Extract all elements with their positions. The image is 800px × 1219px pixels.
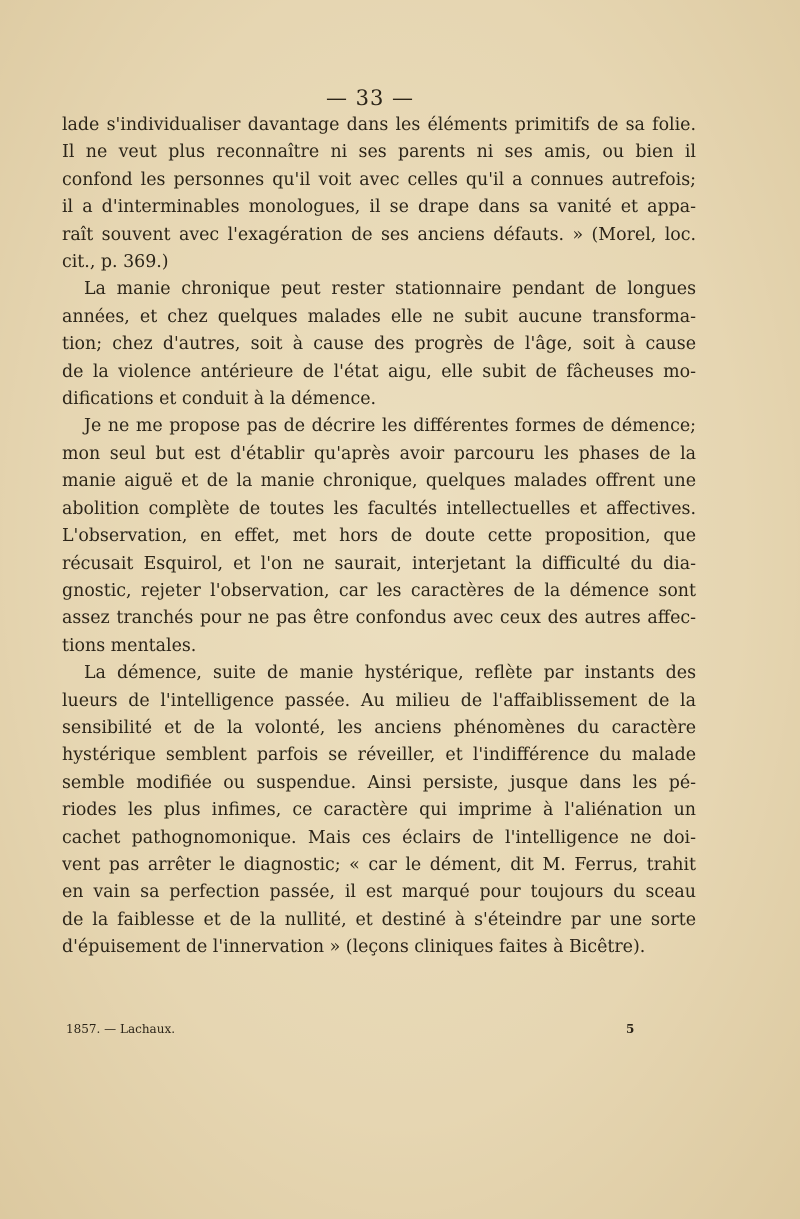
text-line: il a d'interminables monologues, il se drape dans sa vanité et appa- <box>62 197 696 218</box>
text-line: lueurs de l'intelligence passée. Au milieu de l'affaiblissement de la <box>62 690 696 711</box>
text-line: sensibilité et de la volonté, les anciens phénomènes du caractère <box>62 717 696 738</box>
text-line: en vain sa perfection passée, il est marqué pour toujours du sceau <box>62 882 696 903</box>
text-line: Je ne me propose pas de décrire les différentes formes de démence; <box>84 416 696 437</box>
body-text <box>62 112 696 962</box>
text-line: récusait Esquirol, et l'on ne saurait, interjetant la difficulté du dia- <box>62 553 696 574</box>
text-line: La démence, suite de manie hystérique, reflète par instants des <box>84 663 696 684</box>
text-line: hystérique semblent parfois se réveiller, et l'indifférence du malade <box>62 745 696 766</box>
footer-signature: 1857. — Lachaux. <box>66 1022 176 1036</box>
text-line: cachet pathognomonique. Mais ces éclairs de l'intelligence ne doi- <box>62 827 696 848</box>
text-line: tion; chez d'autres, soit à cause des progrès de l'âge, soit à cause <box>62 334 696 355</box>
text-line: manie aiguë et de la manie chronique, quelques malades offrent une <box>62 471 696 492</box>
text-line: vent pas arrêter le diagnostic; « car le dément, dit M. Ferrus, trahit <box>62 854 696 875</box>
text-line: gnostic, rejeter l'observation, car les caractères de la démence sont <box>62 580 696 601</box>
text-line: assez tranchés pour ne pas être confondus avec ceux des autres affec- <box>62 608 696 629</box>
text-line: L'observation, en effet, met hors de doute cette proposition, que <box>62 526 696 547</box>
text-line: difications et conduit à la démence. <box>62 389 377 410</box>
text-line: d'épuisement de l'innervation » (leçons cliniques faites à Bicêtre). <box>62 937 646 958</box>
text-line: tions mentales. <box>62 635 197 656</box>
text-line: La manie chronique peut rester stationnaire pendant de longues <box>84 279 696 300</box>
footer-sheet-number: 5 <box>626 1022 635 1036</box>
text-line: cit., p. 369.) <box>62 252 169 273</box>
text-line: années, et chez quelques malades elle ne subit aucune transforma- <box>62 306 696 327</box>
text-line: Il ne veut plus reconnaître ni ses parents ni ses amis, ou bien il <box>62 142 696 163</box>
text-line: abolition complète de toutes les facultés intellectuelles et affectives. <box>62 498 696 519</box>
text-line: semble modifiée ou suspendue. Ainsi persiste, jusque dans les pé- <box>62 772 696 793</box>
text-line: confond les personnes qu'il voit avec celles qu'il a connues autrefois; <box>62 169 696 190</box>
text-line: de la faiblesse et de la nullité, et destiné à s'éteindre par une sorte <box>62 909 696 930</box>
text-line: lade s'individualiser davantage dans les éléments primitifs de sa folie. <box>62 115 696 135</box>
text-line: de la violence antérieure de l'état aigu, elle subit de fâcheuses mo- <box>62 361 696 382</box>
page-number: — 33 — <box>325 86 415 110</box>
text-line: raît souvent avec l'exagération de ses anciens défauts. » (Morel, loc. <box>62 224 696 245</box>
text-line: riodes les plus infimes, ce caractère qui imprime à l'aliénation un <box>62 800 696 821</box>
text-line: mon seul but est d'établir qu'après avoir parcouru les phases de la <box>62 443 696 464</box>
